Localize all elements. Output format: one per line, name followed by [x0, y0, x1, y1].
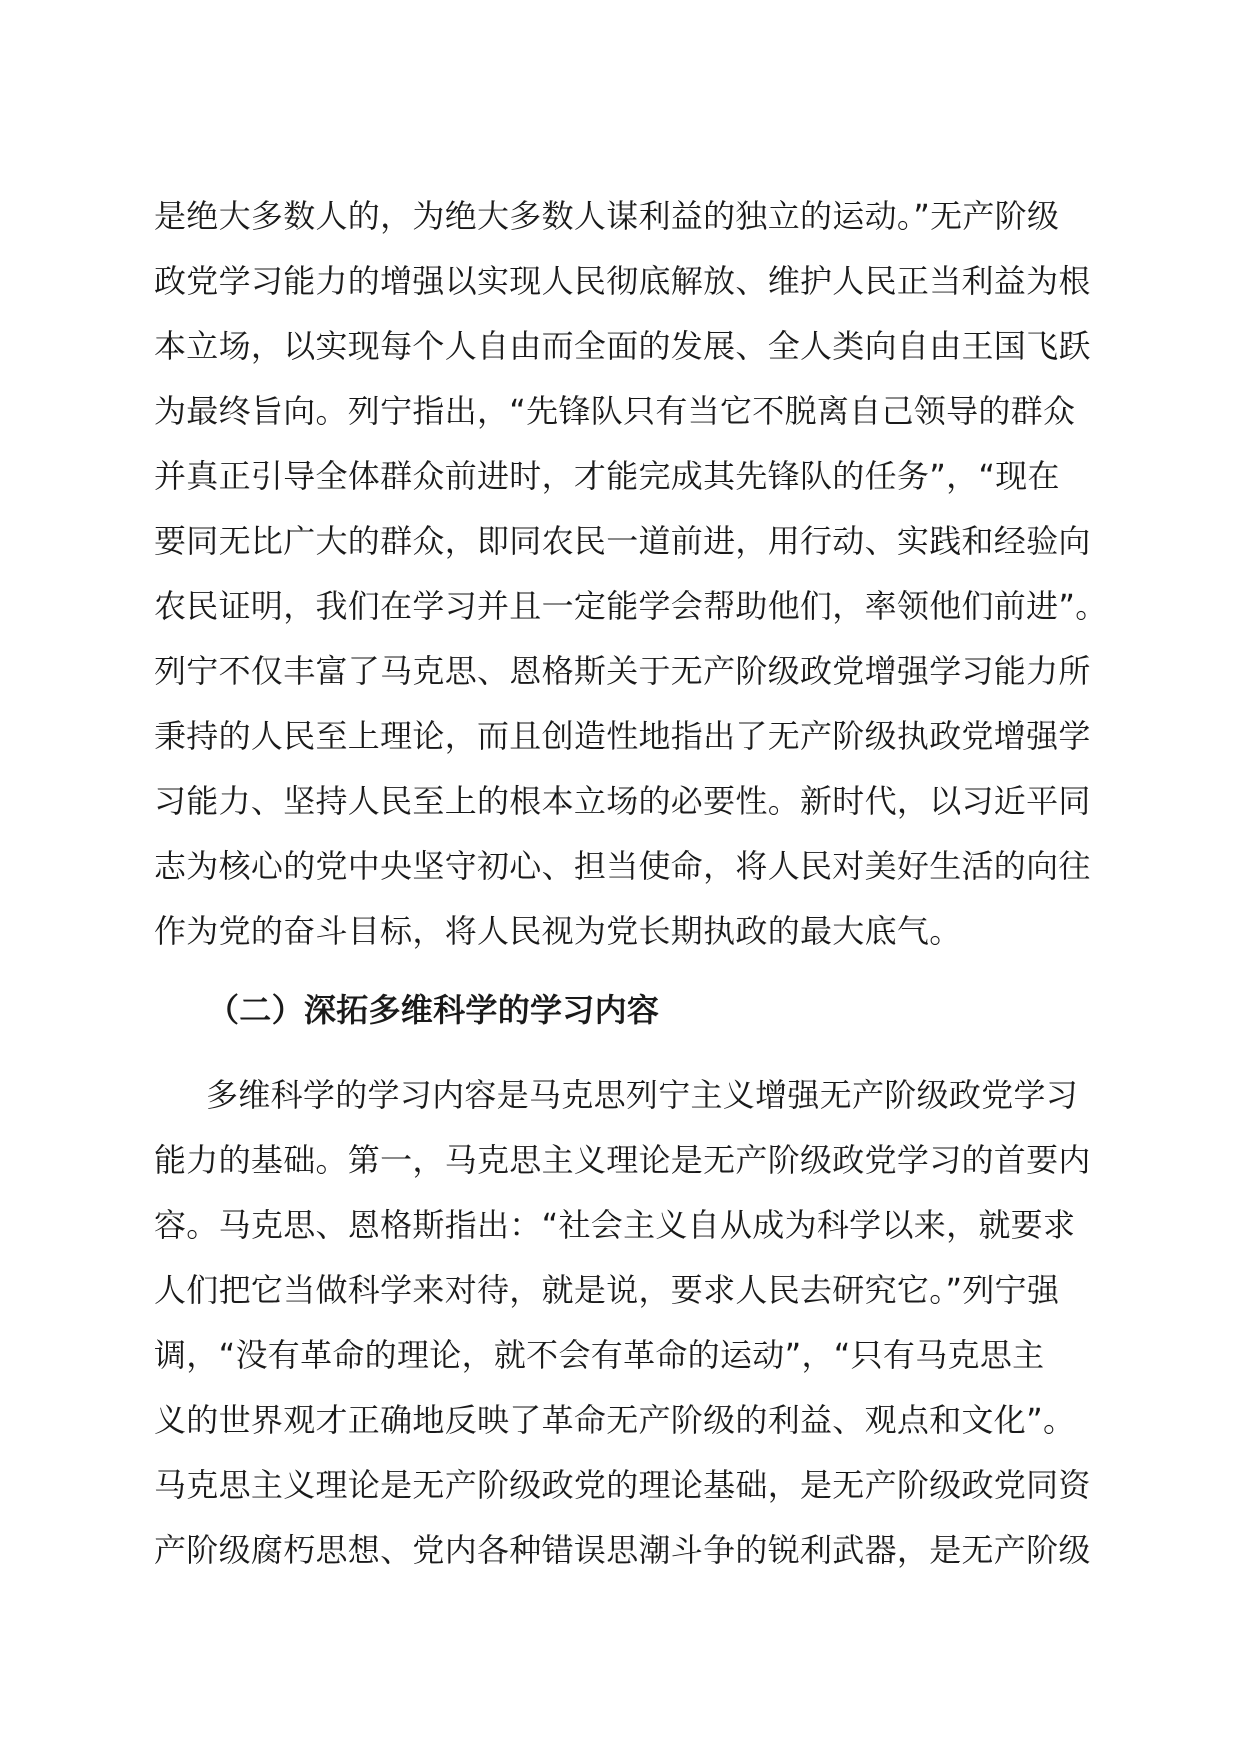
section-heading: （二）深拓多维科学的学习内容 — [207, 991, 660, 1029]
text-line: 习能力、坚持人民至上的根本立场的必要性。新时代，以习近平同 — [154, 782, 1091, 820]
text-line: 马克思主义理论是无产阶级政党的理论基础，是无产阶级政党同资 — [154, 1466, 1091, 1504]
text-line: 调，“没有革命的理论，就不会有革命的运动”，“只有马克思主 — [154, 1336, 1045, 1374]
text-line: 列宁不仅丰富了马克思、恩格斯关于无产阶级政党增强学习能力所 — [154, 652, 1091, 690]
paragraph-2 — [154, 1063, 1094, 1583]
text-line: 能力的基础。第一，马克思主义理论是无产阶级政党学习的首要内 — [154, 1141, 1091, 1179]
text-line: 政党学习能力的增强以实现人民彻底解放、维护人民正当利益为根 — [154, 262, 1091, 300]
paragraph-1 — [154, 184, 1108, 964]
text-line: 志为核心的党中央坚守初心、担当使命，将人民对美好生活的向往 — [154, 847, 1091, 885]
text-line: 秉持的人民至上理论，而且创造性地指出了无产阶级执政党增强学 — [154, 717, 1091, 755]
text-line: 本立场，以实现每个人自由而全面的发展、全人类向自由王国飞跃 — [154, 327, 1091, 365]
text-line: 为最终旨向。列宁指出，“先锋队只有当它不脱离自己领导的群众 — [154, 392, 1076, 430]
text-line: 并真正引导全体群众前进时，才能完成其先锋队的任务”，“现在 — [154, 457, 1060, 495]
text-line: 人们把它当做科学来对待，就是说，要求人民去研究它。”列宁强 — [154, 1271, 1060, 1309]
text-line: 作为党的奋斗目标，将人民视为党长期执政的最大底气。 — [154, 912, 962, 950]
text-line: 要同无比广大的群众，即同农民一道前进，用行动、实践和经验向 — [154, 522, 1091, 560]
text-line: 是绝大多数人的，为绝大多数人谋利益的独立的运动。”无产阶级 — [154, 197, 1060, 235]
text-line: 农民证明，我们在学习并且一定能学会帮助他们，率领他们前进”。 — [154, 587, 1108, 625]
text-line: 多维科学的学习内容是马克思列宁主义增强无产阶级政党学习 — [206, 1076, 1079, 1114]
text-line: 义的世界观才正确地反映了革命无产阶级的利益、观点和文化”。 — [154, 1401, 1076, 1439]
text-line: 容。马克思、恩格斯指出：“社会主义自从成为科学以来，就要求 — [154, 1206, 1076, 1244]
text-line: 产阶级腐朽思想、党内各种错误思潮斗争的锐利武器，是无产阶级 — [154, 1531, 1091, 1569]
